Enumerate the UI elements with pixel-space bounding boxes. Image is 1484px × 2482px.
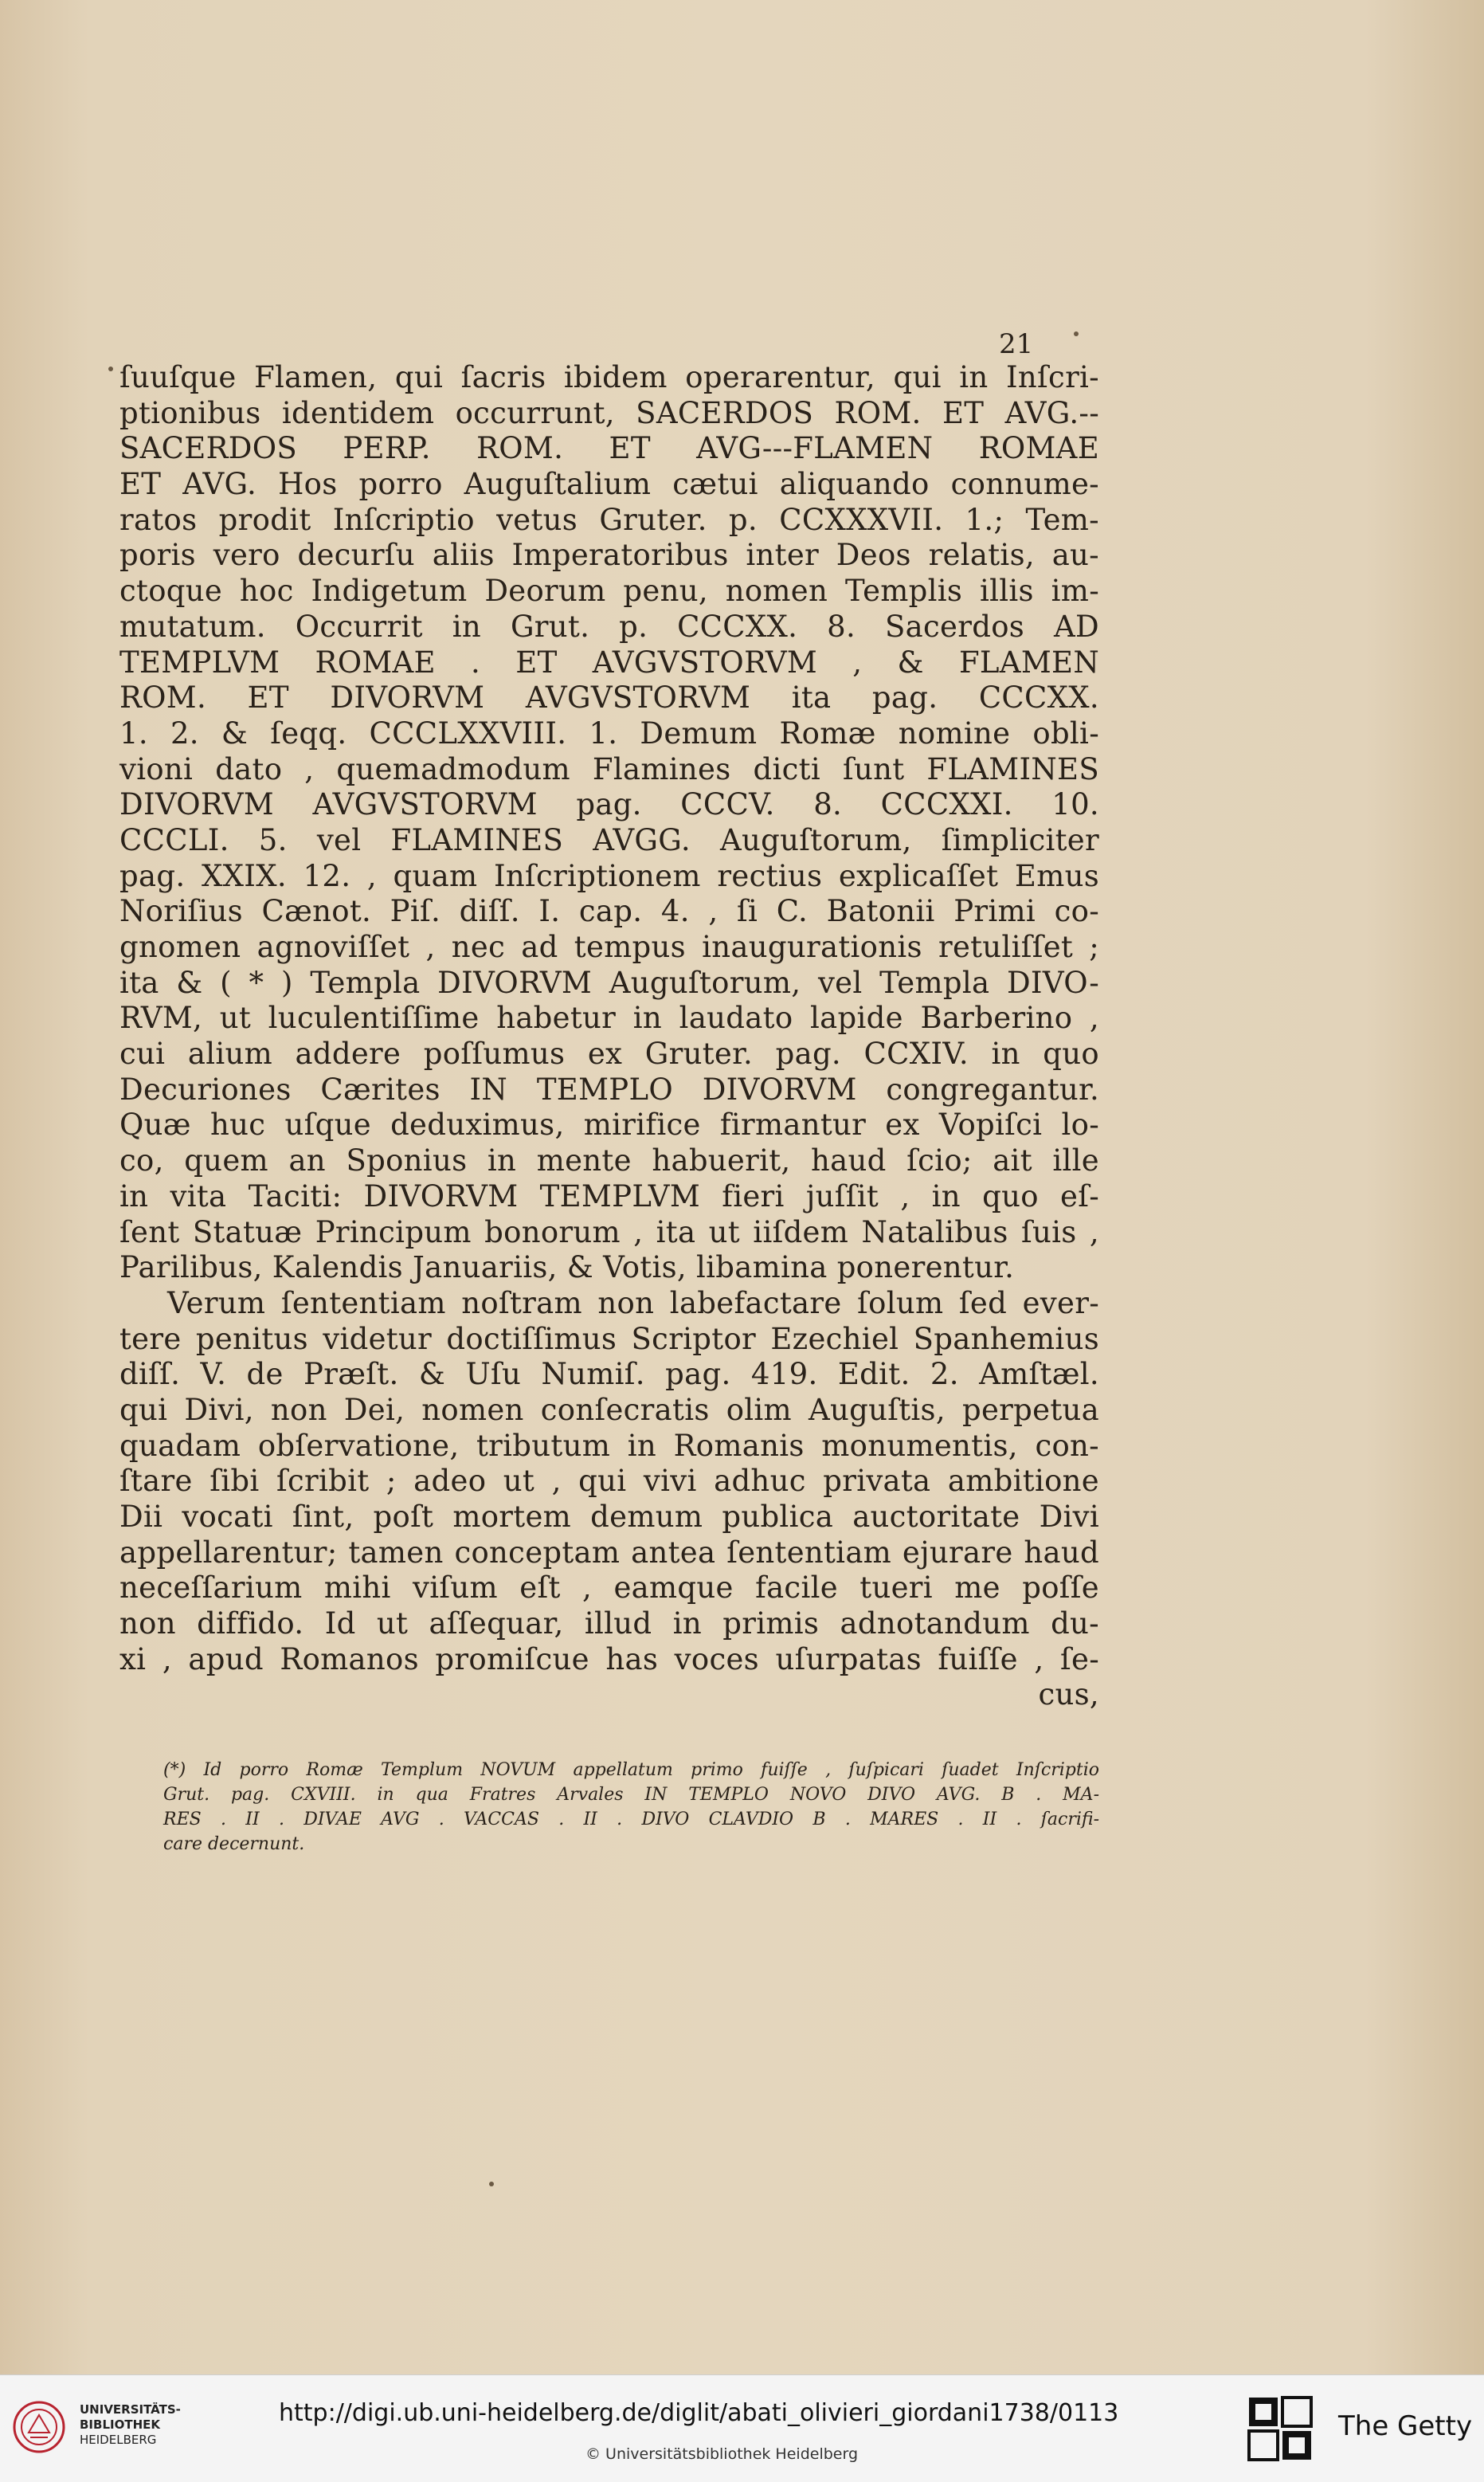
library-name-line: HEIDELBERG — [80, 2433, 157, 2447]
library-name-line: BIBLIOTHEK — [80, 2417, 160, 2432]
text-line: Verum ſententiam noſtram non labefactare ſolum ſed ever- — [167, 1285, 1099, 1320]
footnote-line: care decernunt. — [163, 1834, 305, 1854]
main-text — [119, 360, 1099, 1713]
text-line: ptionibus identidem occurrunt, SACERDOS ROM. ET AVG.-- — [119, 395, 1099, 430]
text-line: ratos prodit Inſcriptio vetus Gruter. p. CCXXXVII. 1.; Tem- — [119, 502, 1099, 537]
text-line: co, quem an Sponius in mente habuerit, haud ſcio; ait ille — [119, 1143, 1099, 1178]
text-line: ET AVG. Hos porro Auguſtalium cætui aliquando connume- — [119, 467, 1099, 502]
text-line: diſſ. V. de Præſt. & Uſu Numiſ. pag. 419. Edit. 2. Amſtæl. — [119, 1357, 1099, 1392]
getty-logo-icon[interactable] — [1247, 2396, 1313, 2461]
text-line: poris vero decurſu aliis Imperatoribus inter Deos relatis, au- — [119, 538, 1099, 573]
footnote-line: Grut. pag. CXVIII. in qua Fratres Arvales IN TEMPLO NOVO DIVO AVG. B . MA- — [163, 1785, 1099, 1805]
text-line: ita & ( * ) Templa DIVORVM Auguſtorum, vel Templa DIVO- — [119, 965, 1099, 1000]
ink-dot — [108, 367, 113, 371]
text-line: mutatum. Occurrit in Grut. p. CCCXX. 8. Sacerdos AD — [119, 609, 1099, 644]
text-line: 1. 2. & ſeqq. CCCLXXVIII. 1. Demum Romæ nomine obli- — [119, 716, 1099, 751]
text-line: SACERDOS PERP. ROM. ET AVG---FLAMEN ROMAE — [119, 431, 1099, 466]
text-line: TEMPLVM ROMAE . ET AVGVSTORVM , & FLAMEN — [119, 645, 1099, 680]
copyright-notice: © Universitätsbibliothek Heidelberg — [585, 2445, 859, 2463]
footnote-line: RES . II . DIVAE AVG . VACCAS . II . DIVO CLAVDIO B . MARES . II . ſacrifi- — [163, 1810, 1099, 1829]
library-name — [80, 2402, 181, 2448]
text-line: CCCLI. 5. vel FLAMINES AVGG. Auguſtorum, ſimpliciter — [119, 822, 1099, 857]
permalink-url[interactable]: http://digi.ub.uni-heidelberg.de/diglit/abati_olivieri_giordani1738/0113 — [279, 2399, 1119, 2427]
footnote — [163, 1758, 1099, 1857]
text-line: non diffido. Id ut aſſequar, illud in primis adnotandum du- — [119, 1606, 1099, 1641]
text-line: tere penitus videtur doctiſſimus Scriptor Ezechiel Spanhemius — [119, 1321, 1099, 1356]
library-name-line: UNIVERSITÄTS- — [80, 2402, 181, 2417]
text-line: DIVORVM AVGVSTORVM pag. CCCV. 8. CCCXXI. 10. — [119, 787, 1099, 822]
footnote-line: (*) Id porro Romæ Templum NOVUM appellatum primo fuiſſe , ſuſpicari ſuadet Inſcriptio — [163, 1760, 1099, 1780]
text-line: qui Divi, non Dei, nomen conſecratis olim Auguſtis, perpetua — [119, 1392, 1099, 1427]
page-number: 21 — [999, 328, 1034, 360]
ink-dot — [1074, 331, 1079, 336]
text-line: pag. XXIX. 12. , quam Inſcriptionem rectius explicaſſet Emus — [119, 858, 1099, 893]
viewer-footer — [0, 2374, 1484, 2482]
text-line: cui alium addere poſſumus ex Gruter. pag. CCXIV. in quo — [119, 1037, 1099, 1072]
text-line: Noriſius Cænot. Piſ. diſſ. I. cap. 4. , ſi C. Batonii Primi co- — [119, 894, 1099, 929]
text-line: in vita Taciti: DIVORVM TEMPLVM fieri juſſit , in quo eſ- — [119, 1178, 1099, 1214]
text-line: ctoque hoc Indigetum Deorum penu, nomen Templis illis im- — [119, 574, 1099, 609]
text-line: Dii vocati ſint, poſt mortem demum publica auctoritate Divi — [119, 1500, 1099, 1534]
text-line: Decuriones Cærites IN TEMPLO DIVORVM congregantur. — [119, 1072, 1099, 1107]
text-line: gnomen agnoviſſet , nec ad tempus inaugurationis retuliſſet ; — [119, 930, 1099, 964]
text-line: ſent Statuæ Principum bonorum , ita ut iiſdem Natalibus ſuis , — [119, 1214, 1099, 1249]
text-line: Quæ huc uſque deduximus, mirifice firmantur ex Vopiſci lo- — [119, 1108, 1099, 1143]
catchword: cus, — [1038, 1677, 1099, 1712]
text-line: ſtare ſibi ſcribit ; adeo ut , qui vivi adhuc privata ambitione — [119, 1464, 1099, 1499]
text-line: ROM. ET DIVORVM AVGVSTORVM ita pag. CCCXX. — [119, 680, 1099, 716]
text-line: vioni dato , quemadmodum Flamines dicti ſunt FLAMINES — [119, 751, 1099, 786]
text-line: xi , apud Romanos promiſcue has voces uſurpatas fuiſſe , ſe- — [119, 1641, 1099, 1676]
text-line: appellarentur; tamen conceptam antea ſententiam ejurare haud — [119, 1535, 1099, 1570]
text-line: ſuuſque Flamen, qui ſacris ibidem operarentur, qui in Inſcri- — [119, 360, 1099, 394]
text-line: neceſſarium mihi viſum eſt , eamque facile tueri me poſſe — [119, 1570, 1099, 1606]
text-line: RVM, ut luculentiſſime habetur in laudato lapide Barberino , — [119, 1001, 1099, 1036]
university-seal-icon[interactable] — [13, 2401, 65, 2453]
ink-dot — [489, 2182, 494, 2186]
text-line: Parilibus, Kalendis Januariis, & Votis, libamina ponerentur. — [119, 1250, 1015, 1285]
text-line: quadam obſervatione, tributum in Romanis monumentis, con- — [119, 1428, 1099, 1463]
partner-name: The Getty — [1338, 2410, 1473, 2442]
